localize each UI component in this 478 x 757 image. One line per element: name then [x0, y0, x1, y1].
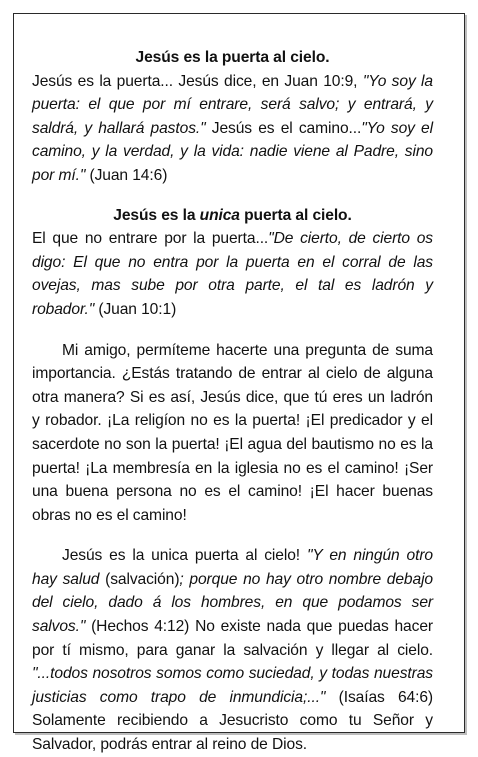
section-1-quote-john-10-9: "Yo soy la puerta: el que por mí entrare, será salvo; y entrará, y saldrá, y hallará pastos.": [32, 72, 433, 137]
section-1-paragraph: [32, 70, 433, 188]
section-2-title-after: puerta al cielo.: [239, 206, 352, 224]
section-2-paragraph: [32, 227, 433, 321]
paragraph-4-quote-1: "Y en ningún otro hay salud: [32, 547, 433, 588]
section-1-text-1: Jesús es la puerta... Jesús dice, en Juan 10:9,: [32, 72, 363, 90]
tract-content: [32, 46, 433, 757]
section-2-title-before: Jesús es la: [113, 206, 200, 224]
paragraph-4-text-3: (Hechos 4:12) No existe nada que puedas hacer por tí mismo, para ganar la salvación y llegar al cielo.: [32, 618, 433, 659]
paragraph-4-text-2: (salvación): [99, 570, 180, 588]
section-1-quote-john-14-6: "Yo soy el camino, y la verdad, y la vida: nadie viene al Padre, sino por mí.": [32, 119, 433, 184]
section-2-quote-john-10-1: "De cierto, de cierto os digo: El que no entra por la puerta en el corral de las ovejas, mas sube por otra parte, el tal es ladrón y robador.": [32, 230, 433, 318]
paragraph-4-text-4: (Isaías 64:6) Solamente recibiendo a Jesucristo como tu Señor y Salvador, podrás entrar al reino de Dios.: [32, 688, 434, 754]
section-1-text-3: (Juan 14:6): [85, 166, 168, 184]
section-1-title: [32, 46, 433, 70]
paragraph-only-door: [32, 544, 433, 756]
paragraph-4-text-1: Jesús es la unica puerta al cielo!: [62, 547, 307, 565]
section-2-title-emphasis: unica: [199, 206, 240, 224]
section-2-title: [32, 204, 433, 228]
section-1-title-text: Jesús es la puerta al cielo.: [135, 49, 330, 66]
paragraph-question: Mi amigo, permíteme hacerte una pregunta de suma importancia. ¿Estás tratando de entrar al cielo de alguna otra manera? Si es así, Jesús dice, que tú eres un ladrón y robador. ¡La religíon no es la puerta! ¡El predicador y el sacerdote no son la puerta! ¡El agua del bautismo no es la puerta! ¡La membresía en la iglesia no es el camino! ¡Ser una buena persona no es el camino! ¡El hacer buenas obras no es el camino!: [32, 341, 433, 524]
section-1-text-2: Jesús es el camino...: [205, 119, 362, 137]
section-2-text-2: (Juan 10:1): [94, 300, 177, 318]
paragraph-4-quote-acts-4-12: ; porque no hay otro nombre debajo del cielo, dado á los hombres, en que podamos ser salvos.": [32, 570, 434, 636]
paragraph-4-quote-isaiah-64-6: "...todos nosotros somos como suciedad, y todas nuestras justicias como trapo de inmundicia;...": [32, 665, 433, 706]
section-2-text-1: El que no entrare por la puerta...: [32, 230, 269, 248]
